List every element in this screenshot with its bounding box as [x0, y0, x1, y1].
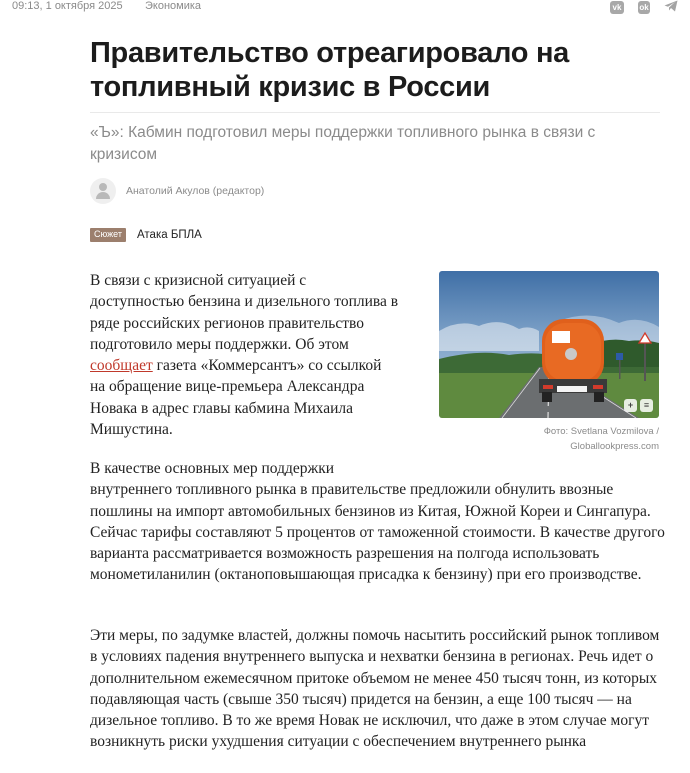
- article-photo[interactable]: [439, 271, 659, 418]
- story-badge: Сюжет: [90, 228, 126, 242]
- source-link[interactable]: сообщает: [90, 357, 153, 375]
- paragraph-1-text-a: В связи с кризисной ситуацией с доступностью бензина и дизельного топлива в ряде российских регионов правительство подготовило меры поддержки. Об этом: [90, 272, 399, 353]
- paragraph-3: Эти меры, по задумке властей, должны помочь насытить российский рынок топливом в условиях падения внутреннего выпуска и нехватки бензина в регионах. Речь идет о дополнительном ежемесячном притоке объемом не менее 450 тысяч тонн, из которых подавляющая часть (свыше 350 тысяч) придется на бензин, а еще 100 тысяч — на дизельное топливо. В то же время Новак не исключил, что даже в этом случае могут возникнуть риски ухудшения ситуации с обеспечением внутреннего рынка: [90, 627, 660, 751]
- zoom-icon[interactable]: +: [624, 399, 637, 412]
- article-title: Правительство отреагировало на топливный кризис в России: [90, 37, 570, 103]
- photo-actions: [624, 399, 653, 412]
- author-name[interactable]: Анатолий Акулов (редактор): [126, 185, 265, 197]
- rubric-link[interactable]: Экономика: [145, 0, 202, 12]
- title-divider: [90, 112, 660, 113]
- paragraph-1-text-b: газета «Коммерсантъ» со ссылкой на обращение вице-премьера Александра Новака в адрес главы кабмина Михаила Мишустина.: [90, 357, 382, 439]
- paragraph-2: [90, 458, 665, 586]
- author-block: [90, 178, 264, 204]
- top-meta-bar: [0, 0, 690, 16]
- paragraph-2-rest: внутреннего топливного рынка в правительстве предложили обнулить ввозные пошлины на импорт автомобильных бензинов из Китая, Южной Кореи и Сингапура. Сейчас тарифы составляют 5 процентов от таможенной стоимости. В качестве другого варианта рассматривается возможность разрешения на полгода использовать монометиланилин (октаноповышающая присадка к бензину) при его производстве.: [90, 481, 665, 584]
- paragraph-2-first-line: В качестве основных мер поддержки: [90, 460, 335, 477]
- publish-date: 09:13, 1 октября 2025: [12, 0, 123, 12]
- ok-icon[interactable]: ok: [639, 2, 649, 12]
- telegram-icon[interactable]: [664, 0, 678, 14]
- story-tag: [90, 228, 202, 242]
- share-buttons: [610, 0, 678, 14]
- vk-icon[interactable]: vk: [610, 1, 624, 14]
- author-avatar-icon: [90, 178, 116, 204]
- paragraph-1: [90, 270, 400, 440]
- story-link[interactable]: Атака БПЛА: [137, 229, 202, 241]
- comment-icon[interactable]: ≡: [640, 399, 653, 412]
- photo-caption-line-1: Фото: Svetlana Vozmilova /: [543, 426, 659, 437]
- article-lead: «Ъ»: Кабмин подготовил меры поддержки топливного рынка в связи с кризисом: [90, 124, 596, 163]
- photo-caption: [439, 424, 659, 454]
- photo-caption-line-2: Globallookpress.com: [570, 441, 659, 452]
